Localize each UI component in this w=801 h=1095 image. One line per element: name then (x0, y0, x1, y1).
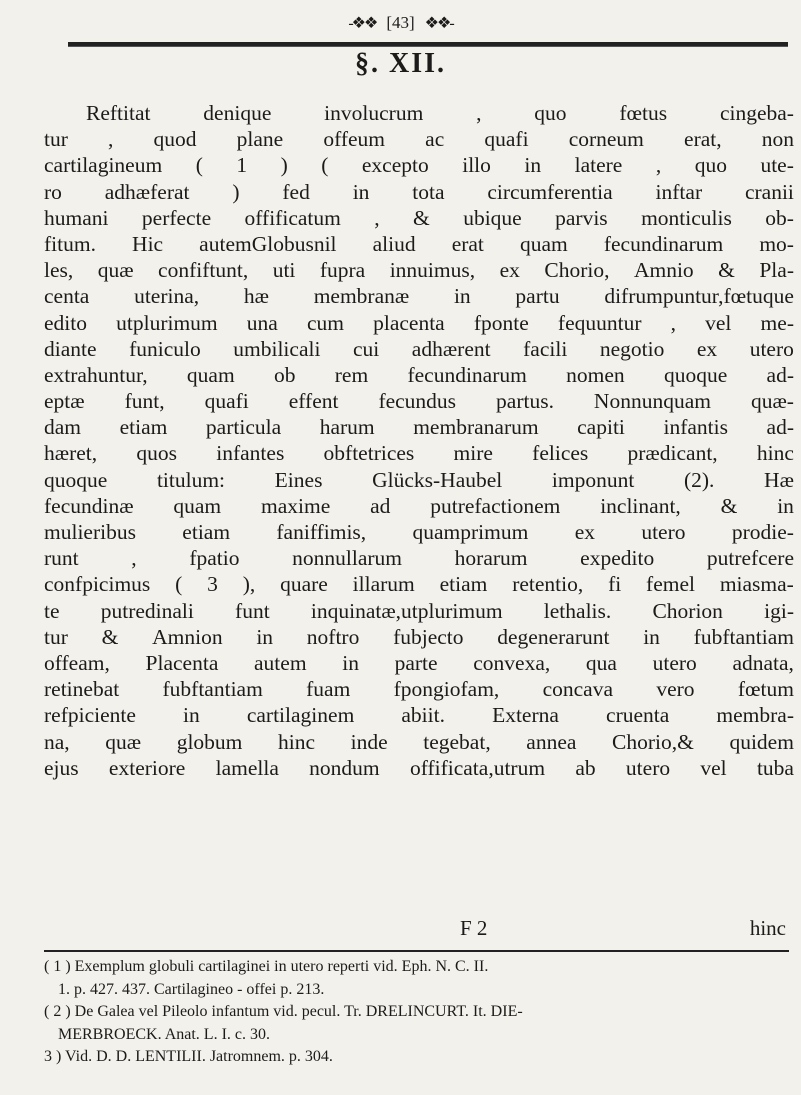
text-line: diante funiculo umbilicali cui adhærent facili negotio ex utero (44, 336, 794, 361)
footnote-line: 1. p. 427. 437. Cartilagineo - offei p. 213. (58, 980, 325, 998)
ornament-left: -❖❖ (348, 15, 377, 32)
text-line: quoque titulum: Eines Glücks-Haubel imponunt (2). Hæ (44, 467, 794, 492)
catch-line (44, 916, 794, 942)
text-line: les, quæ confiftunt, uti fupra innuimus, ex Chorio, Amnio & Pla- (44, 258, 794, 283)
footnote-rule (44, 950, 789, 952)
section-title: §. XII. (354, 48, 446, 79)
header-rule (68, 42, 788, 47)
text-line: retinebat fubftantiam fuam fpongiofam, concava vero fœtum (44, 677, 794, 702)
text-line: mulieribus etiam faniffimis, quamprimum ex utero prodie- (44, 520, 794, 544)
text-line: cartilagineum ( 1 ) ( excepto illo in latere , quo ute- (44, 153, 794, 178)
page-number: [43] (386, 13, 415, 32)
footnote-line: 3 ) Vid. D. D. LENTILII. Jatromnem. p. 304. (44, 1048, 333, 1065)
text-line: Reftitat denique involucrum , quo fœtus cingeba- (86, 101, 794, 125)
text-line: humani perfecte offificatum , & ubique parvis monticulis ob- (44, 205, 794, 230)
footnote-line: MERBROECK. Anat. L. I. c. 30. (58, 1025, 270, 1043)
text-line: edito utplurimum una cum placenta fponte fequuntur , vel me- (44, 310, 794, 335)
text-line: offeam, Placenta autem in parte convexa, qua utero adnata, (44, 650, 794, 675)
text-line: tur & Amnion in noftro fubjecto degenerarunt in fubftantiam (44, 624, 794, 649)
footnote-line: ( 2 ) De Galea vel Pileolo infantum vid. pecul. Tr. DRELINCURT. It. DIE- (44, 1003, 523, 1020)
text-line: runt , fpatio nonnullarum horarum expedito putrefcere (44, 546, 794, 571)
ornament-right: ❖❖- (424, 15, 453, 32)
text-line: centa uterina, hæ membranæ in partu difrumpuntur,fœtuque (44, 284, 794, 309)
text-line: refpiciente in cartilaginem abiit. Externa cruenta membra- (44, 703, 794, 728)
running-header (0, 8, 801, 38)
signature-mark: F 2 (460, 916, 488, 940)
catchword: hinc (749, 916, 786, 940)
text-line: confpicimus ( 3 ), quare illarum etiam retentio, fi femel miasma- (44, 572, 794, 597)
text-line: dam etiam particula harum membranarum capiti infantis ad- (44, 415, 794, 440)
text-line: na, quæ globum hinc inde tegebat, annea Chorio,& quidem (44, 729, 794, 754)
footnote-line: ( 1 ) Exemplum globuli cartilaginei in utero reperti vid. Eph. N. C. II. (44, 958, 489, 975)
main-text (44, 100, 794, 781)
text-line: ejus exteriore lamella nondum offificata,utrum ab utero vel tuba (44, 755, 794, 780)
text-line: extrahuntur, quam ob rem fecundinarum nomen quoque ad- (44, 362, 794, 387)
text-line: ro adhæferat ) fed in tota circumferentia inftar cranii (44, 179, 794, 204)
text-line: tur , quod plane offeum ac quafi corneum erat, non (44, 127, 794, 152)
text-line: eptæ funt, quafi effent fecundus partus. Nonnunquam quæ- (44, 389, 794, 414)
text-line: hæret, quos infantes obftetrices mire felices prædicant, hinc (44, 441, 794, 466)
text-line: te putredinali funt inquinatæ,utplurimum lethalis. Chorion igi- (44, 598, 794, 623)
text-line: fecundinæ quam maxime ad putrefactionem inclinant, & in (44, 493, 794, 518)
footnotes (44, 956, 794, 1069)
text-line: fitum. Hic autemGlobusnil aliud erat quam fecundinarum mo- (44, 231, 794, 256)
